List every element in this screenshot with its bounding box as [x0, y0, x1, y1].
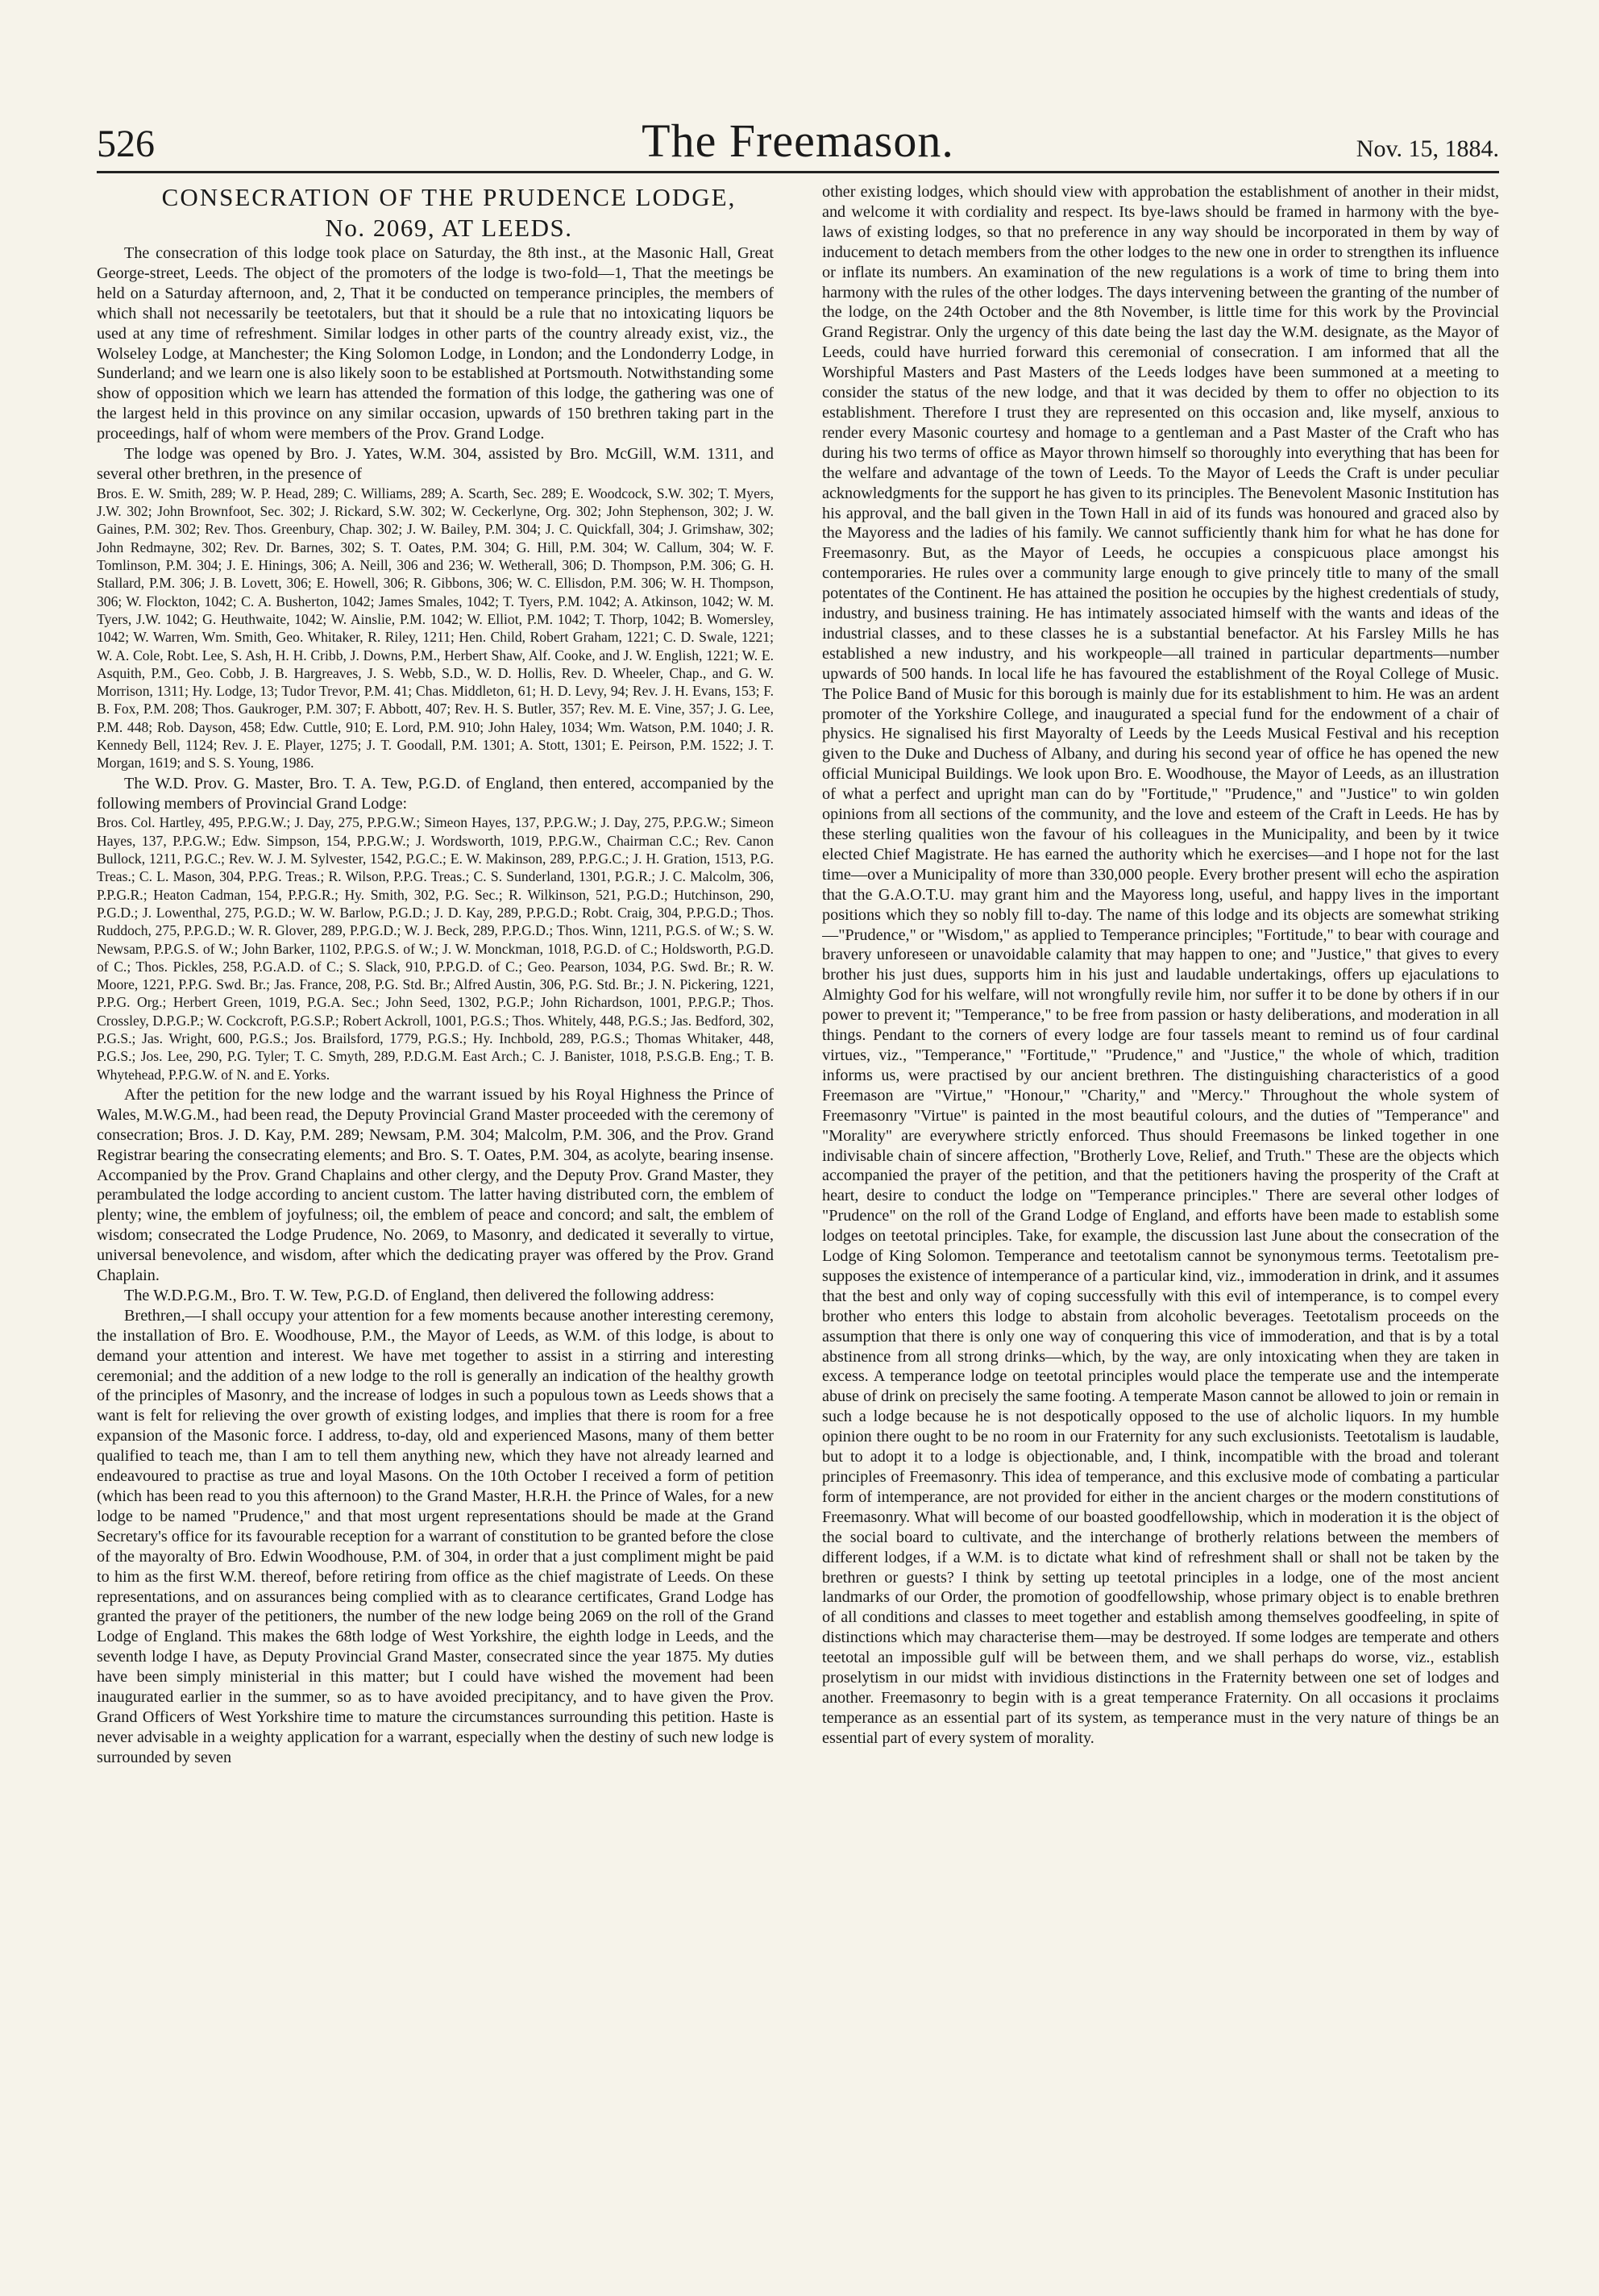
paragraph: The consecration of this lodge took place on Saturday, the 8th inst., at the Masonic Hall, Great George-street, Leeds. The object of the promoters of the lodge is two-fold—1, That the meetings be held on a Saturday afternoon, and, 2, That it be conducted on temperance principles, the members of which shall not necessarily be teetotalers, but that it should be a rule that no intoxicating liquors be used at any time of refreshment. Similar lodges in other parts of the country already exist, viz., the Wolseley Lodge, at Manchester; the King Solomon Lodge, in London; and the Londonderry Lodge, in Sunderland; and we learn one is also likely soon to be established at Portsmouth. Notwithstanding some show of opposition which we learn has attended the formation of this lodge, the gathering was one of the largest held in this province on any similar occasion, upwards of 150 brethren taking part in the proceedings, half of whom were members of the Prov. Grand Lodge. [97, 244, 774, 443]
masthead-rule [97, 171, 1499, 173]
paragraph: After the petition for the new lodge and the warrant issued by his Royal Highness the Prince of Wales, M.W.G.M., had been read, the Deputy Provincial Grand Master proceeded with the ceremony of consecration; Bros. J. D. Kay, P.M. 289; Newsam, P.M. 304; Malcolm, P.M. 306, and the Prov. Grand Registrar bearing the consecrating elements; and Bro. S. T. Oates, P.M. 304, as acolyte, bearing insense. Accompanied by the Prov. Grand Chaplains and other clergy, and the Deputy Prov. Grand Master, they perambulated the lodge according to ancient custom. The latter having distributed corn, the emblem of plenty; wine, the emblem of joyfulness; oil, the emblem of peace and concord; and salt, the emblem of wisdom; consecrated the Lodge Prudence, No. 2069, to Masonry, and dedicated it severally to virtue, universal benevolence, and wisdom, after which the dedicating prayer was offered by the Prov. Grand Chaplain. [97, 1085, 774, 1285]
officer-list: Bros. Col. Hartley, 495, P.P.G.W.; J. Day, 275, P.P.G.W.; Simeon Hayes, 137, P.P.G.W.; J. Day, 275, P.P.G.W.; Simeon Hayes, 137, P.P.G.W.; Edw. Simpson, 154, P.P.G.W.; J. Wordsworth, 1019, P.P.G.W., Chairman C.C.; Rev. Canon Bullock, 1211, P.G.C.; Rev. W. J. M. Sylvester, 1542, P.G.C.; E. W. Makinson, 289, P.P.G.C.; J. H. Gration, 1513, P.G. Treas.; C. L. Mason, 304, P.P.G. Treas.; R. Wilson, P.P.G. Treas.; C. S. Sunderland, 1301, P.G.R.; J. C. Malcolm, 306, P.P.G.R.; Heaton Cadman, 154, P.P.G.R.; Hy. Smith, 302, P.G. Sec.; R. Wilkinson, 521, P.G.D.; Hutchinson, 290, P.G.D.; J. Lowenthal, 275, P.G.D.; W. W. Barlow, P.G.D.; J. D. Kay, 289, P.P.G.D.; Robt. Craig, 304, P.P.G.D.; Thos. Ruddoch, 275, P.P.G.D.; W. R. Glover, 289, P.P.G.D.; W. J. Beck, 289, P.P.G.D.; Thos. Winn, 1211, P.G.S. of W.; S. W. Newsam, P.P.G.S. of W.; John Barker, 1102, P.P.G.S. of W.; J. W. Monckman, 1018, P.G.D. of C.; Holdsworth, P.G.D. of C.; Thos. Pickles, 258, P.G.A.D. of C.; S. Slack, 910, P.P.G.D. of C.; Geo. Pearson, 1034, P.G. Swd. Br.; R. W. Moore, 1221, P.P.G. Swd. Br.; Jas. France, 208, P.G. Std. Br.; Alfred Austin, 306, P.G. Std. Br.; J. N. Pickering, 1221, P.P.G. Org.; Herbert Green, 1019, P.G.A. Sec.; John Seed, 1302, P.G.P.; John Richardson, 1001, P.P.G.P.; Thos. Crossley, D.P.G.P.; W. Cockcroft, P.G.S.P.; Robert Ackroll, 1001, P.G.S.; Thos. Whitely, 448, P.G.S.; Jas. Bedford, 302, P.G.S.; Jas. Wright, 600, P.G.S.; Jos. Brailsford, 1779, P.G.S.; Hy. Inchbold, 289, P.G.S.; Thomas Whitaker, 448, P.G.S.; Jos. Lee, 290, P.G. Tyler; T. C. Smyth, 289, P.D.G.M. East Arch.; C. J. Banister, 1018, P.S.G.B. Eng.; T. B. Whytehead, P.P.G.W. of N. and E. Yorks. [97, 814, 774, 1083]
paragraph: The W.D. Prov. G. Master, Bro. T. A. Tew, P.G.D. of England, then entered, accompanied by the following members of Provincial Grand Lodge: [97, 774, 774, 813]
newspaper-title: The Freemason. [642, 114, 954, 167]
paragraph: other existing lodges, which should view with approbation the establishment of another in their midst, and welcome it with cordiality and respect. Its bye-laws should be framed in harmony with the bye-laws of existing lodges, so that no preference in any way should be incorporated in them by way of inducement to detach members from the other lodges to the new one in order to strengthen its influence or inflate its numbers. An examination of the new regulations is a work of time to bring them into harmony with the rules of the other lodges. The days intervening between the granting of the number of the lodge, on the 24th October and the 8th November, is little time for this work by the Provincial Grand Registrar. Only the urgency of this date being the last day the W.M. designate, as the Mayor of Leeds, could have hurried forward this ceremonial of consecration. I am informed that all the Worshipful Masters and Past Masters of the Leeds lodges have been summoned at a meeting to consider the status of the new lodge, and that it was decided by them to offer no objection to its establishment. Therefore I trust they are represented on this occasion and, like myself, anxious to render every Masonic courtesy and homage to a gentleman and a Past Master of the Craft who has during his two terms of office as Mayor thrown himself so thoroughly into everything that has been for the welfare and advantage of the town of Leeds. To the Mayor of Leeds the Craft is under peculiar acknowledgments for the support he has given to its principles. The Benevolent Masonic Institution has his approval, and the ball given in the Town Hall in aid of its funds was honoured and graced also by the Mayoress and the ladies of his family. We cannot sufficiently thank him for what he has done for Freemasonry. But, as the Mayor of Leeds, he occupies a conspicuous place amongst his contemporaries. He rules over a community large enough to give princely title to many of the small potentates of the Continent. He has attained the position he occupies by the highest credentials of study, industry, and business training. He has intimately associated himself with the wants and ideas of the industrial classes, and to these classes he is a substantial benefactor. At his Farsley Mills he has established a new industry, and his workpeople—all trained in particular departments—number upwards of 500 hands. In local life he has favoured the establishment of the Royal College of Music. The Police Band of Music for this borough is mainly due for its establishment to him. He was an ardent promoter of the Yorkshire College, and inaugurated a special fund for the endowment of a chair of physics. He signalised his first Mayoralty of Leeds by the Leeds Musical Festival and his reception given to the Duke and Duchess of Albany, and during his second year of office he has opened the new official Municipal Buildings. We look upon Bro. E. Woodhouse, the Mayor of Leeds, as an illustration of what a perfect and upright man can do by "Fortitude," "Prudence," and "Justice" to win golden opinions from all sections of the community, and the love and esteem of the Craft in Leeds. He has by these sterling qualities won the favour of his colleagues in the Municipality, and been by it twice elected Chief Magistrate. He has earned the authority which he exercises—and I hope not for the last time—over a Municipality of more than 330,000 people. Every brother present will echo the aspiration that the G.A.O.T.U. may grant him and the Mayoress long, useful, and happy lives in the important positions which they so nobly fill to-day. The name of this lodge and its objects are somewhat striking—"Prudence," or "Wisdom," as applied to Temperance principles; "Fortitude," to bear with courage and bravery unforeseen or unavoidable calamity that may happen to one; and "Justice," that gives to every brother his just dues, supports him in his just and laudable undertakings, offers up ejaculations to Almighty God for his welfare, will not wrongfully revile him, nor suffer it to be done by others if in our power to prevent it; "Temperance," to be free from passion or hasty deliberations, and moderation in all things. Pendant to the corners of every lodge are four tassels meant to remind us of four cardinal virtues, viz., "Temperance," "Fortitude," "Prudence," and "Justice," the whole of which, tradition informs us, were practised by our ancient brethren. The distinguishing characteristics of a good Freemason are "Virtue," "Honour," "Charity," and "Mercy." Throughout the whole system of Freemasonry "Virtue" is painted in the most beautiful colours, and the duties of "Temperance" and "Morality" are everywhere strictly enforced. Thus should Freemasons be linked together in one indivisable chain of sincere affection, "Brotherly Love, Relief, and Truth." These are the objects which accompanied the prayer of the petition, and that the petitioners having the prosperity of the Craft at heart, desire to conduct the lodge on "Temperance principles." There are several other lodges of "Prudence" on the roll of the Grand Lodge of England, and efforts have been made to establish some lodges on teetotal principles. Take, for example, the discussion last June about the consecration of the Lodge of King Solomon. Temperance and teetotalism cannot be synonymous terms. Teetotalism pre-supposes the existence of intemperance of a particular kind, viz., immoderation in drink, and it assumes that the best and only way of coping successfully with this evil of intemperance, is to compel every brother who enters this lodge to abstain from alcoholic beverages. Teetotalism proceeds on the assumption that there is only one way of conquering this vice of immoderation, and that is by a total abstinence from all strong drinks—which, by the way, are only intoxicating when they are taken in excess. A temperance lodge on teetotal principles would place the temperate use and the intemperate abuse of drink on precisely the same footing. A temperate Mason cannot be allowed to join or remain in such a lodge because he is not despotically opposed to the use of alcholic liquors. In my humble opinion there ought to be no room in our Fraternity for any such exclusionists. Teetotalism is laudable, but to adopt it to a lodge is objectionable, and, I think, incompatible with the broad and tolerant principles of Freemasonry. This idea of temperance, and this exclusive mode of combating a particular form of intemperance, are not provided for either in the ancient charges or the modern constitutions of Freemasonry. What will become of our boasted goodfellowship, which in moderation it is the object of the social board to cultivate, and the interchange of brotherly relations between the members of different lodges, if a W.M. is to dictate what kind of refreshment shall or shall not be taken by the brethren or guests? I think by setting up teetotal principles in a lodge, one of the most ancient landmarks of our Order, the promotion of goodfellowship, whose primary object is to enable brethren of all conditions and classes to meet together and establish among themselves goodfeeling, in spite of distinctions which may characterise them—may be destroyed. If some lodges are temperate and others teetotal an impossible gulf will be between them, and we shall perhaps do worse, viz., establish proselytism in our midst with invidious distinctions in the Fraternity between one set of lodges and another. Freemasonry to begin with is a great temperance Fraternity. On all occasions it proclaims temperance as an essential part of its system, as temperance must in the very nature of things be an essential part of every system of morality. [822, 183, 1499, 1747]
column-left [97, 182, 774, 2246]
page-number: 526 [97, 123, 155, 165]
article-title: CONSECRATION OF THE PRUDENCE LODGE, [161, 183, 737, 211]
article-subtitle: No. 2069, AT LEEDS. [325, 214, 573, 242]
paragraph: The W.D.P.G.M., Bro. T. W. Tew, P.G.D. of England, then delivered the following address: [124, 1286, 715, 1304]
issue-date: Nov. 15, 1884. [1356, 135, 1499, 162]
paragraph: The lodge was opened by Bro. J. Yates, W.M. 304, assisted by Bro. McGill, W.M. 1311, and several other brethren, in the presence of [97, 445, 774, 483]
paragraph: Brethren,—I shall occupy your attention for a few moments because another interesting ceremony, the installation of Bro. E. Woodhouse, P.M., the Mayor of Leeds, as W.M. of this lodge, is about to demand your attention and interest. We have met together to assist in a stirring and interesting ceremonial; and the addition of a new lodge to the roll is generally an indication of the healthy growth of the principles of Masonry, and the increase of lodges in such a populous town as Leeds shows that a want is felt for relieving the over growth of existing lodges, and implies that there is room for a free expansion of the Masonic force. I address, to-day, old and experienced Masons, many of them better qualified to teach me, than I am to tell them anything new, which they have not already learned and endeavoured to practise as true and loyal Masons. On the 10th October I received a form of petition (which has been read to you this afternoon) to the Grand Master, H.R.H. the Prince of Wales, for a new lodge to be named "Prudence," and that most urgent representations should be made at the Grand Secretary's office for its favourable reception for a warrant of constitution to be granted before the close of the mayoralty of Bro. Edwin Woodhouse, P.M. of 304, in order that a just compliment might be paid to him as the first W.M. thereof, before retiring from office as the chief magistrate of Leeds. On these representations, and on assurances being complied with as to clearance certificates, Grand Lodge has granted the prayer of the petitioners, the number of the new lodge being 2069 on the roll of the Grand Lodge of England. This makes the 68th lodge of West Yorkshire, the eighth lodge in Leeds, and the seventh lodge I have, as Deputy Provincial Grand Master, consecrated since the year 1875. My duties have been simply ministerial in this matter; but I could have wished the movement had been inaugurated earlier in the summer, so as to have avoided precipitancy, and to have given the Prov. Grand Officers of West Yorkshire time to mature the circumstances surrounding this petition. Haste is never advisable in a weighty application for a warrant, especially when the destiny of such new lodge is surrounded by seven [97, 1306, 774, 1766]
attendee-list: Bros. E. W. Smith, 289; W. P. Head, 289; C. Williams, 289; A. Scarth, Sec. 289; E. Woodcock, S.W. 302; T. Myers, J.W. 302; John Brownfoot, Sec. 302; J. Rickard, S.W. 302; W. Ceckerlyne, Org. 302; John Stephenson, 302; J. W. Gaines, P.M. 302; Rev. Thos. Greenbury, Chap. 302; J. W. Bailey, P.M. 304; J. C. Quickfall, 304; J. Grimshaw, 302; John Redmayne, 302; Rev. Dr. Barnes, 302; S. T. Oates, P.M. 304; G. Hill, P.M. 304; W. Callum, 304; W. F. Tomlinson, P.M. 304; J. E. Hinings, 306; A. Neill, 306 and 236; W. Wetherall, 306; D. Thompson, P.M. 306; G. H. Stallard, P.M. 306; J. B. Lovett, 306; E. Howell, 306; R. Gibbons, 306; W. C. Ellisdon, P.M. 306; W. H. Thompson, 306; W. Flockton, 1042; C. A. Busherton, 1042; James Smales, 1042; T. Tyers, P.M. 1042; A. Atkinson, 1042; W. M. Tyers, J.W. 1042; G. Heuthwaite, 1042; W. Ainslie, P.M. 1042; W. Elliot, P.M. 1042; T. Thorp, 1042; B. Womersley, 1042; W. Warren, Wm. Smith, Geo. Whitaker, R. Riley, 1211; Hen. Child, Robert Graham, 1221; C. D. Swale, 1221; W. A. Cole, Robt. Lee, S. Ash, H. H. Cribb, J. Downs, P.M., Herbert Shaw, Alf. Cooke, and J. W. English, 1221; W. E. Asquith, P.M., Geo. Cobb, J. B. Hargreaves, J. S. Webb, S.D., W. D. Hollis, Rev. D. Wheeler, Chap., and G. W. Morrison, 1311; Hy. Lodge, 13; Tudor Trevor, P.M. 41; Chas. Middleton, 61; H. D. Levy, 94; Rev. J. H. Evans, 153; F. B. Fox, P.M. 208; Thos. Gaukroger, P.M. 307; F. Abbott, 407; Rev. H. S. Butler, 357; Rev. M. E. Vine, 357; J. G. Lee, P.M. 448; Rob. Dayson, 458; Edw. Cuttle, 910; E. Lord, P.M. 910; John Haley, 1034; Wm. Watson, P.M. 1040; J. R. Kennedy Bell, 1124; Rev. J. E. Player, 1275; J. T. Goodall, P.M. 1301; A. Stott, 1301; E. Peirson, P.M. 1522; J. T. Morgan, 1619; and S. S. Young, 1986. [97, 485, 774, 772]
masthead [97, 113, 1499, 169]
column-right [822, 182, 1499, 2246]
